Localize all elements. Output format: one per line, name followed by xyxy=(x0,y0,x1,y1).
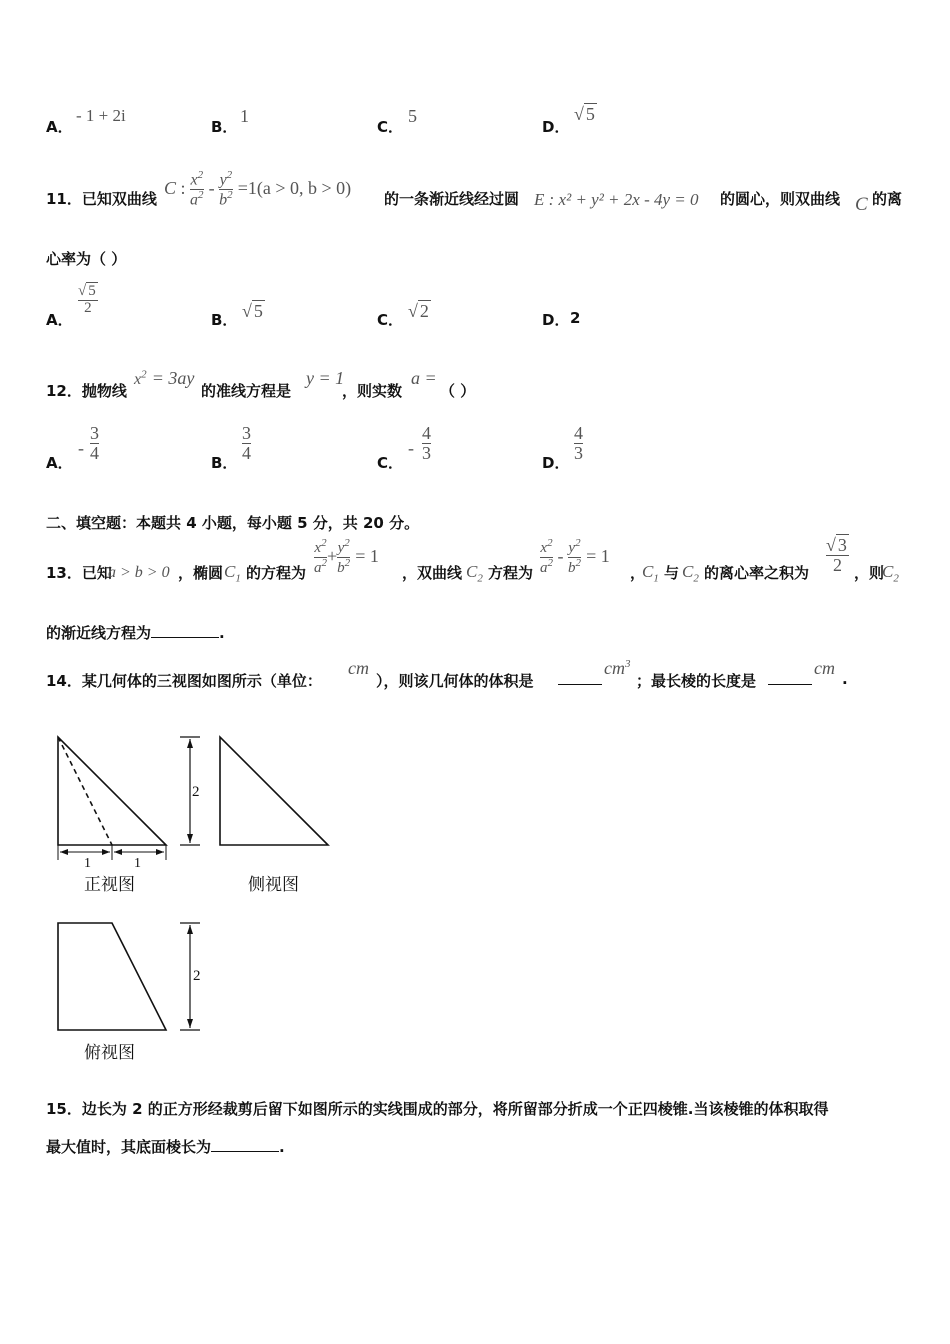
q14-unit-length: cm xyxy=(814,658,835,678)
q13-intro: 13．已知 xyxy=(46,564,112,582)
q12-option-a-value: 3 4 xyxy=(90,423,99,463)
q10-option-a-label: A． xyxy=(46,118,73,136)
section-2-heading: 二、填空题：本题共 4 小题，每小题 5 分，共 20 分。 xyxy=(46,514,420,532)
q13-line2: 的渐近线方程为 . xyxy=(46,624,225,642)
q11-intro: 11．已知双曲线 xyxy=(46,190,157,208)
q10-options xyxy=(46,104,926,138)
top-view xyxy=(58,923,166,1030)
q14-end: . xyxy=(842,670,848,688)
q12-option-a-sign: - xyxy=(78,438,84,458)
q12-parabola-equation: $x^2 = 3ay$ xyxy=(134,368,195,388)
q13-text-9: ，则 xyxy=(854,564,885,582)
q12-option-a-label: A． xyxy=(46,454,73,472)
question-13 xyxy=(46,534,926,590)
side-view-label: 侧视图 xyxy=(248,875,299,895)
q13-ellipse-equation: $\frac{x^2}{a^2}$ + $\frac{y^2}{b^2}$ = 1 xyxy=(314,537,379,576)
q11-option-d-label: D． xyxy=(542,311,570,329)
height-label-1: 2 xyxy=(192,784,200,800)
q11-option-b-value: √ 5 xyxy=(242,301,263,321)
q14-length-blank[interactable] xyxy=(768,670,812,685)
front-dim-right: 1 xyxy=(134,856,141,871)
q14-text-3: ；最长棱的长度是 xyxy=(636,672,757,690)
q12-text-2: 的准线方程是 xyxy=(201,382,292,400)
q13-text-7: 与 xyxy=(664,564,680,582)
q12-option-d-label: D． xyxy=(542,454,570,472)
q12-a-equals: a = xyxy=(411,368,437,388)
q12-text-4: （ ） xyxy=(440,382,476,400)
q14-volume-blank[interactable] xyxy=(558,670,602,685)
q11-option-d-value: 2 xyxy=(570,309,581,327)
q12-text-3: ，则实数 xyxy=(342,382,403,400)
q12-option-d-value: 4 3 xyxy=(574,423,583,463)
q15-answer-blank[interactable] xyxy=(211,1137,279,1152)
q13-text-5: 方程为 xyxy=(488,564,534,582)
q11-text-4: 的离 xyxy=(872,190,903,208)
q14-text-2: ），则该几何体的体积是 xyxy=(376,672,534,690)
q13-c2-b: $C_2$ xyxy=(682,562,699,585)
q11-text-2: 的一条渐近线经过圆 xyxy=(384,190,520,208)
q10-option-b-value: 1 xyxy=(240,106,249,126)
height-label-2: 2 xyxy=(193,968,201,984)
q12-option-b-value: 3 4 xyxy=(242,423,251,463)
q10-option-c-label: C． xyxy=(377,118,404,136)
q10-option-b-label: B． xyxy=(211,118,238,136)
q13-text-4: ，双曲线 xyxy=(402,564,463,582)
top-view-label: 俯视图 xyxy=(84,1043,135,1063)
q13-condition: a > b > 0 xyxy=(108,564,170,581)
q13-c2-c: $C_2$ xyxy=(882,562,899,585)
q11-option-c-value: √ 2 xyxy=(408,301,429,321)
q10-option-d-value: √ 5 xyxy=(574,104,595,124)
question-11 xyxy=(46,160,916,230)
q12-option-b-label: B． xyxy=(211,454,238,472)
q11-option-a-value: √ 5 2 xyxy=(78,283,96,316)
front-view-label: 正视图 xyxy=(84,875,135,895)
q12-intro: 12．抛物线 xyxy=(46,382,127,400)
q14-intro: 14．某几何体的三视图如图所示（单位： xyxy=(46,672,322,690)
q13-hyperbola-equation: $\frac{x^2}{a^2}$ - $\frac{y^2}{b^2}$ = 1 xyxy=(540,537,610,576)
front-view xyxy=(58,737,166,860)
q11-circle-equation: E : x² + y² + 2x - 4y = 0 xyxy=(534,190,699,209)
q12-directrix: y = 1 xyxy=(306,368,345,388)
q14-unit-1: cm xyxy=(348,658,369,678)
q13-text-3: 的方程为 xyxy=(246,564,307,582)
q11-line2: 心率为（ ） xyxy=(46,250,127,268)
q13-text-6: ， xyxy=(630,564,646,582)
q11-text-3: 的圆心，则双曲线 xyxy=(720,190,841,208)
question-14 xyxy=(46,656,926,696)
q13-c1-b: $C_1$ xyxy=(642,562,659,585)
q12-options xyxy=(46,424,926,476)
q12-option-c-value: 4 3 xyxy=(422,423,431,463)
q11-option-a-label: A． xyxy=(46,311,73,329)
q14-unit-volume: $cm^3$ xyxy=(604,658,631,678)
q10-option-c-value: 5 xyxy=(408,106,417,126)
q13-c1-a: $C_1$ xyxy=(224,562,241,585)
q13-answer-blank[interactable] xyxy=(151,623,219,638)
q11-option-c-label: C． xyxy=(377,311,404,329)
q13-text-8: 的离心率之积为 xyxy=(704,564,810,582)
q11-hyperbola-equation: C : $\frac{x^2}{a^2}$ - $\frac{y^2}{b^2}$ =1(a > 0, b > 0) xyxy=(164,169,352,209)
q15-line1: 15．边长为 2 的正方形经裁剪后留下如图所示的实线围成的部分，将所留部分折成一个正四棱锥.当该棱锥的体积取得 xyxy=(46,1100,829,1118)
question-12 xyxy=(46,362,916,402)
q10-option-d-label: D． xyxy=(542,118,570,136)
q11-option-b-label: B． xyxy=(211,311,238,329)
q13-c2-a: $C_2$ xyxy=(466,562,483,585)
q12-option-c-label: C． xyxy=(377,454,404,472)
q11-options xyxy=(46,282,926,330)
q15-line2: 最大值时，其底面棱长为 . xyxy=(46,1138,285,1156)
front-dim-left: 1 xyxy=(84,856,91,871)
three-view-figure xyxy=(0,720,360,1080)
side-view xyxy=(220,737,328,845)
q12-option-c-sign: - xyxy=(408,438,414,458)
q13-product: √ 3 2 xyxy=(826,535,847,575)
q13-text-2: ，椭圆 xyxy=(178,564,224,582)
q11-curve-name: C xyxy=(855,194,868,215)
q10-option-a-value: - 1 + 2i xyxy=(76,106,126,125)
